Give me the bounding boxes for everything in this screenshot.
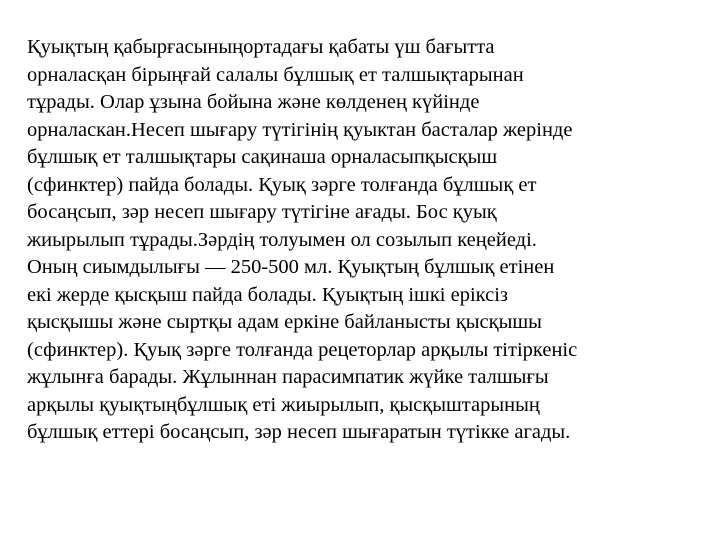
text-line: екі жерде қысқыш пайда болады. Қуықтың ішкі еріксіз (27, 283, 508, 306)
text-line: қысқышы және сыртқы адам еркіне байланысты қысқышы (27, 311, 542, 333)
text-line: бұлшық еттері босаңсып, зәр несеп шығаратын түтікке агады. (27, 421, 571, 443)
text-line: (сфинктер). Қуық зәрге толғанда рецеторлар арқылы тітіркеніс (27, 338, 578, 361)
body-text (27, 34, 707, 447)
text-line: бұлшық ет талшықтары сақинаша орналасыпқысқыш (27, 146, 498, 168)
text-line: Оның сиымдылығы — 250-500 мл. Қуықтың бұлшық етінен (27, 256, 555, 278)
text-line: тұрады. Олар ұзына бойына және көлденең күйінде (27, 91, 480, 113)
text-line: (сфинктер) пайда болады. Қуық зәрге толғанда бұлшық ет (27, 173, 537, 196)
text-line: босаңсып, зәр несеп шығару түтігіне ағады. Бос қуық (27, 201, 497, 223)
text-line: арқылы қуықтыңбұлшық еті жиырылып, қысқыштарының (27, 393, 540, 416)
text-line: орналасқан бірыңғай салалы бұлшық ет талшықтарынан (27, 63, 524, 86)
text-line: жиырылып тұрады.Зәрдің толуымен ол созылып кеңейеді. (27, 228, 537, 251)
text-line: Қуықтың қабырғасыныңортадағы қабаты үш бағытта (27, 36, 495, 58)
text-line: жұлынға барады. Жұлыннан парасимпатик жүйке талшығы (27, 366, 549, 388)
text-line: орналаскан.Несеп шығару түтігінің қуыктан басталар жерінде (27, 118, 573, 141)
